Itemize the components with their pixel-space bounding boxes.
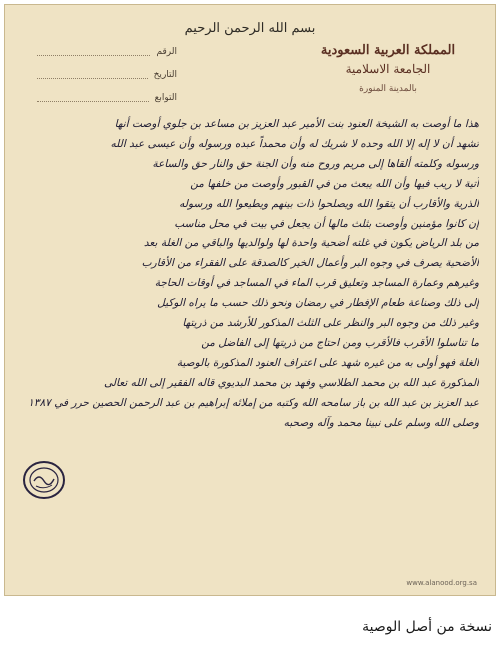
text-line: الذرية والأقارب أن يتقوا الله ويصلحوا ذات بينهم ويطيعوا الله ورسوله (179, 197, 479, 210)
text-line: عبد العزيز بن عبد الله بن باز سامحه الله وكتبه من إملائه إبراهيم بن عبد الرحمن الحصين حرر في ١٣٨٧ (28, 396, 479, 409)
text-line: ورسوله وكلمته ألقاها إلى مريم وروح منه وأن الجنة حق والنار حق والساعة (152, 157, 479, 170)
text-line: آتية لا ريب فيها وأن الله يبعث من في القبور وأوصت من خلفها من (190, 177, 479, 190)
org-line-1: المملكة العربية السعودية (320, 43, 456, 58)
date-label: التاريخ (153, 70, 177, 80)
text-line: من بلد الرياض يكون في غلته أضحية واحدة لها ولوالديها والباقي من الغلة بعد (143, 237, 479, 250)
text-line: الغلة فهو أولى به من غيره شهد على اعتراف العنود المذكورة بالوصية (176, 356, 479, 369)
text-line: تشهد أن لا إله إلا الله وحده لا شريك له وأن محمداً عبده ورسوله وأن عيسى عبد الله (110, 137, 479, 150)
text-line: وصلى الله وسلم على نبينا محمد وآله وصحبه (283, 416, 479, 429)
text-line: وغير ذلك من وجوه البر والنظر على الثلث المذكور للأرشد من ذريتها (182, 317, 479, 330)
attachments-field (37, 93, 177, 103)
document-scan (4, 4, 496, 596)
basmala: بسم الله الرحمن الرحيم (184, 21, 316, 36)
image-caption: نسخة من أصل الوصية (362, 619, 492, 635)
text-line: إن كانوا مؤمنين وأوصت بثلث مالها أن يجعل في بيت في محل مناسب (174, 217, 479, 230)
text-line: إلى ذلك وصناعة طعام الإفطار في رمضان ونحو ذلك حسب ما يراه الوكيل (157, 297, 479, 310)
attachments-label: التوابع (154, 93, 177, 103)
org-line-3: بالمدينة المنورة (359, 84, 417, 94)
text-line: وغيرهم وعمارة المساجد وتعليق قرب الماء في المساجد في أوقات الحاجة (154, 277, 479, 290)
text-line: هذا ما أوصت به الشيخة العنود بنت الأمير عبد العزيز بن مساعد بن جلوي أوصت أنها (114, 118, 479, 130)
number-label: الرقم (156, 47, 177, 57)
number-field (37, 47, 177, 57)
seal-stamp (21, 459, 67, 501)
watermark: www.alanood.org.sa (406, 579, 477, 587)
org-line-2: الجامعة الاسلامية (345, 62, 431, 76)
text-line: ما تناسلوا الأقرب فالأقرب ومن احتاج من ذريتها إلى الفاضل من (201, 336, 479, 349)
text-line: الأضحية يصرف في وجوه البر وأعمال الخير كالصدقة على الفقراء من الأقارب (141, 257, 479, 270)
date-field (37, 70, 177, 80)
letterhead-fields (37, 47, 177, 116)
handwritten-text (19, 115, 479, 434)
text-line: المذكورة عبد الله بن محمد الطلاسي وفهد بن محمد البديوي قاله الفقير إلى الله تعالى (103, 376, 479, 389)
letterhead-organization (303, 43, 473, 94)
